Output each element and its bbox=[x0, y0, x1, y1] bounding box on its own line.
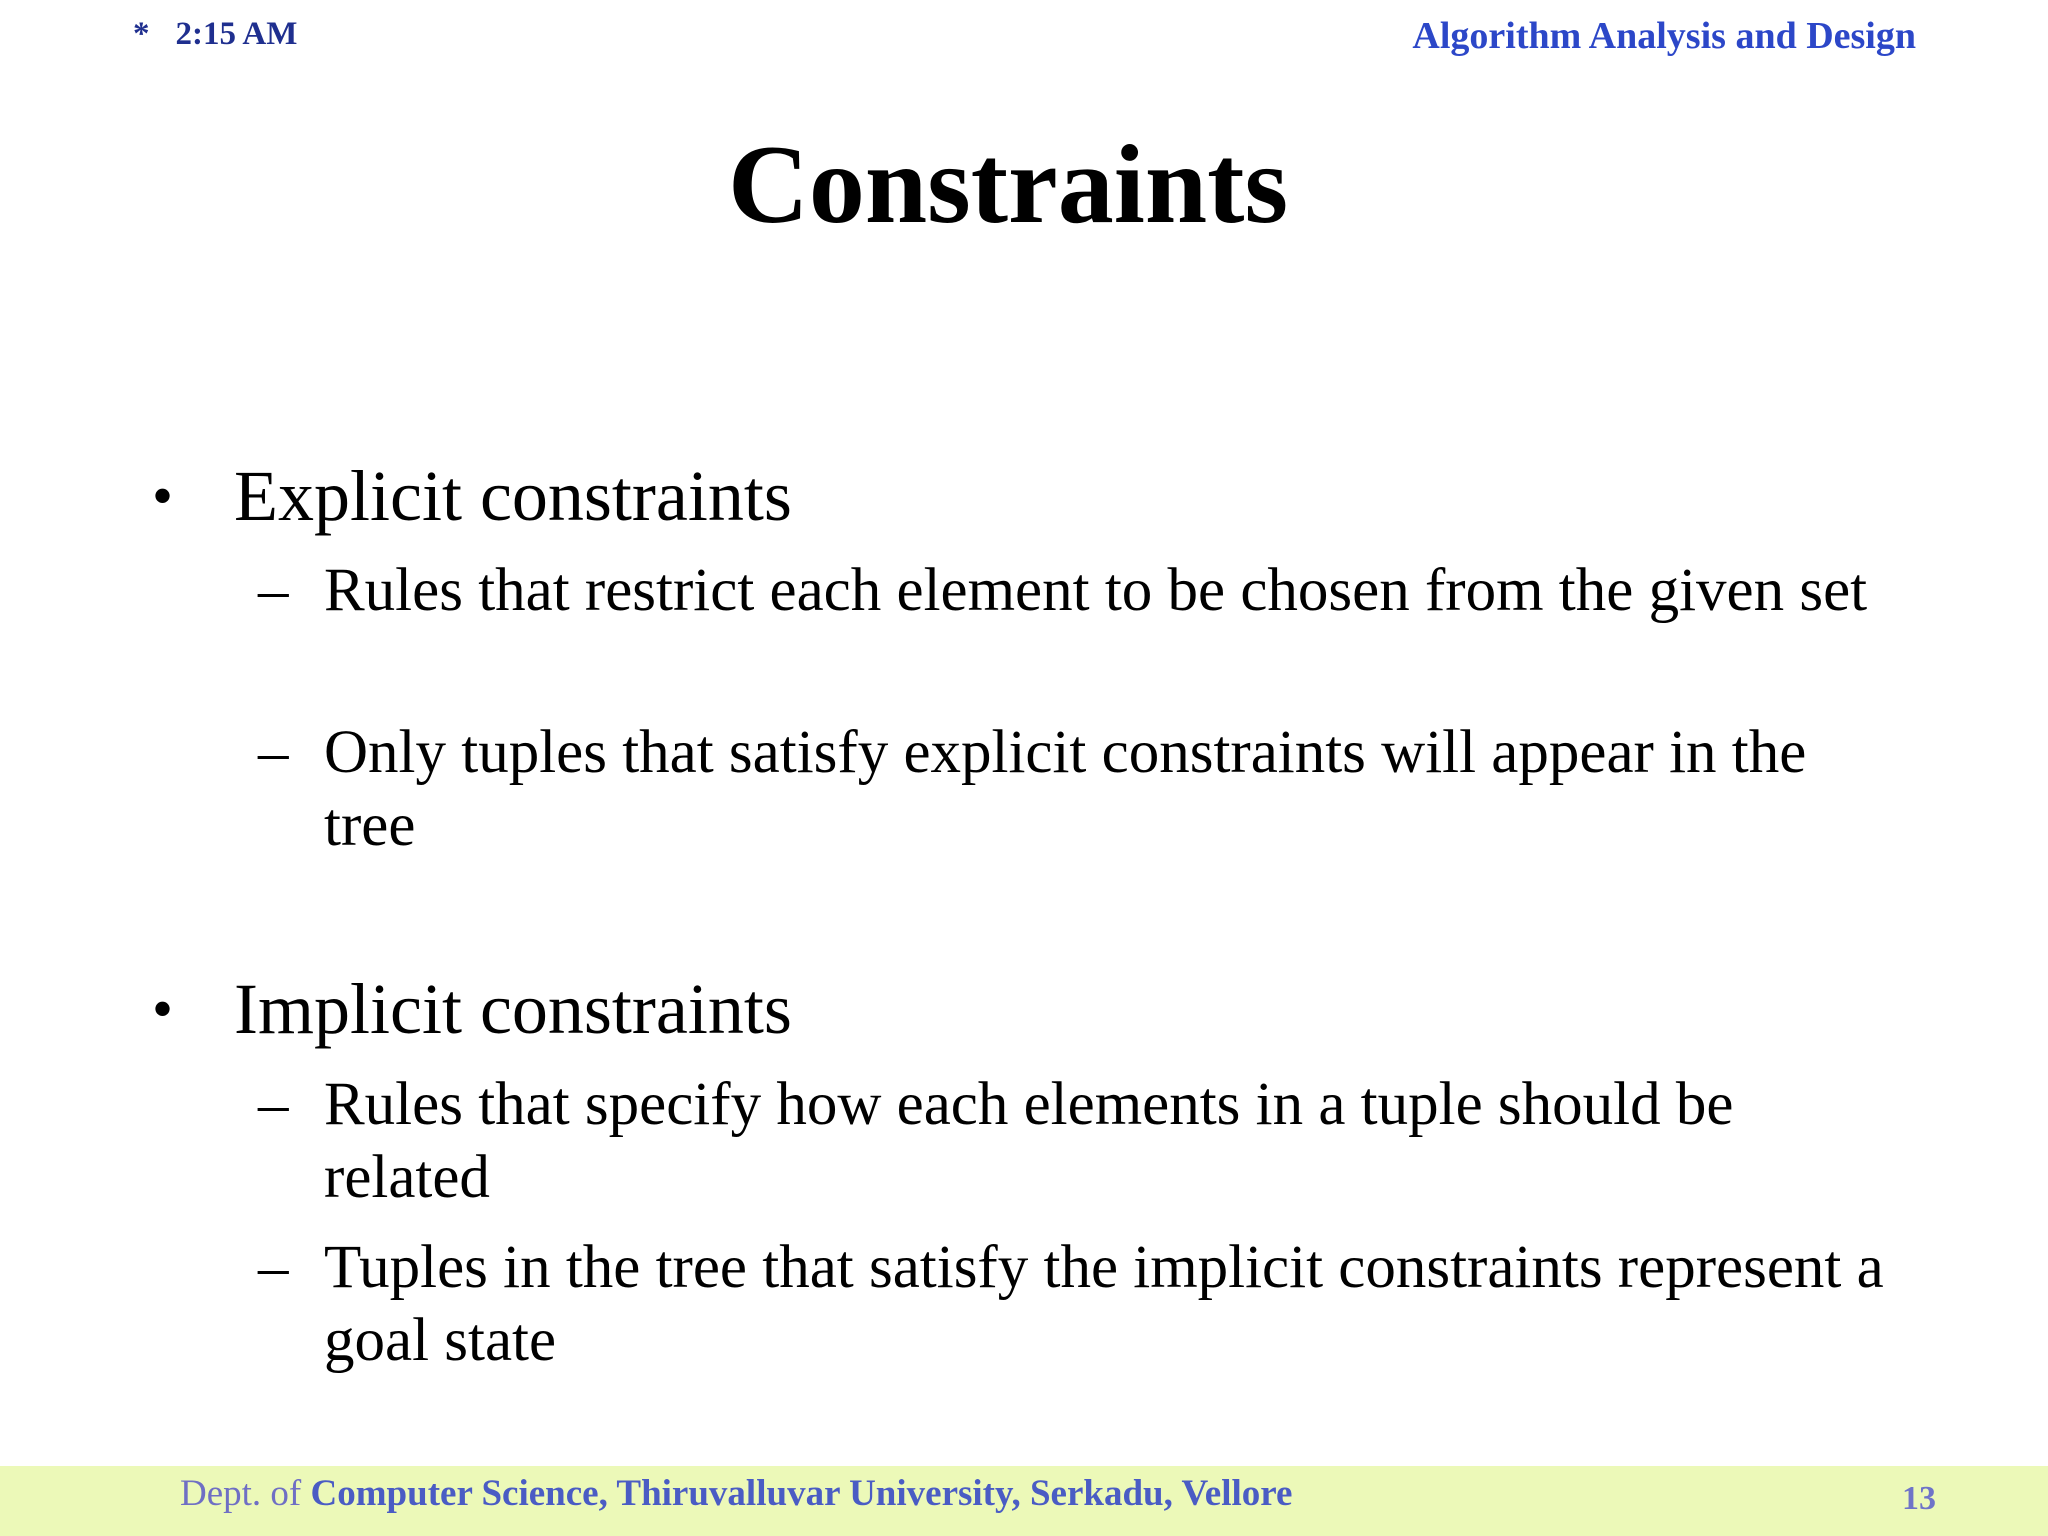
header-course-title: Algorithm Analysis and Design bbox=[1412, 15, 1916, 57]
sub-item-text: Rules that specify how each elements in a tuple should be related bbox=[324, 1071, 1734, 1211]
slide-footer bbox=[0, 1466, 2048, 1536]
header-time: 2:15 AM bbox=[175, 16, 298, 52]
sub-item-text: Only tuples that satisfy explicit constraints will appear in the tree bbox=[324, 719, 1807, 859]
slide-title: Constraints bbox=[727, 123, 1289, 247]
header-datetime bbox=[133, 16, 297, 53]
sub-item-text: Tuples in the tree that satisfy the implicit constraints represent a goal state bbox=[324, 1234, 1884, 1374]
dash-glyph: – bbox=[258, 1234, 289, 1301]
dash-glyph: – bbox=[258, 1071, 289, 1138]
dash-glyph: – bbox=[258, 719, 289, 786]
footer-department bbox=[180, 1472, 1292, 1515]
header-marker: * bbox=[133, 16, 150, 52]
page-number: 13 bbox=[1902, 1480, 1936, 1517]
bullet-glyph: • bbox=[152, 976, 174, 1042]
dash-glyph: – bbox=[258, 557, 289, 624]
footer-institution: Computer Science, Thiruvalluvar University, Serkadu, Vellore bbox=[310, 1473, 1293, 1514]
bullet-text: Implicit constraints bbox=[234, 969, 792, 1049]
bullet-glyph: • bbox=[152, 463, 174, 529]
sub-item-text: Rules that restrict each element to be chosen from the given set bbox=[324, 557, 1868, 624]
footer-prefix: Dept. of bbox=[180, 1473, 302, 1514]
bullet-text: Explicit constraints bbox=[234, 456, 792, 536]
